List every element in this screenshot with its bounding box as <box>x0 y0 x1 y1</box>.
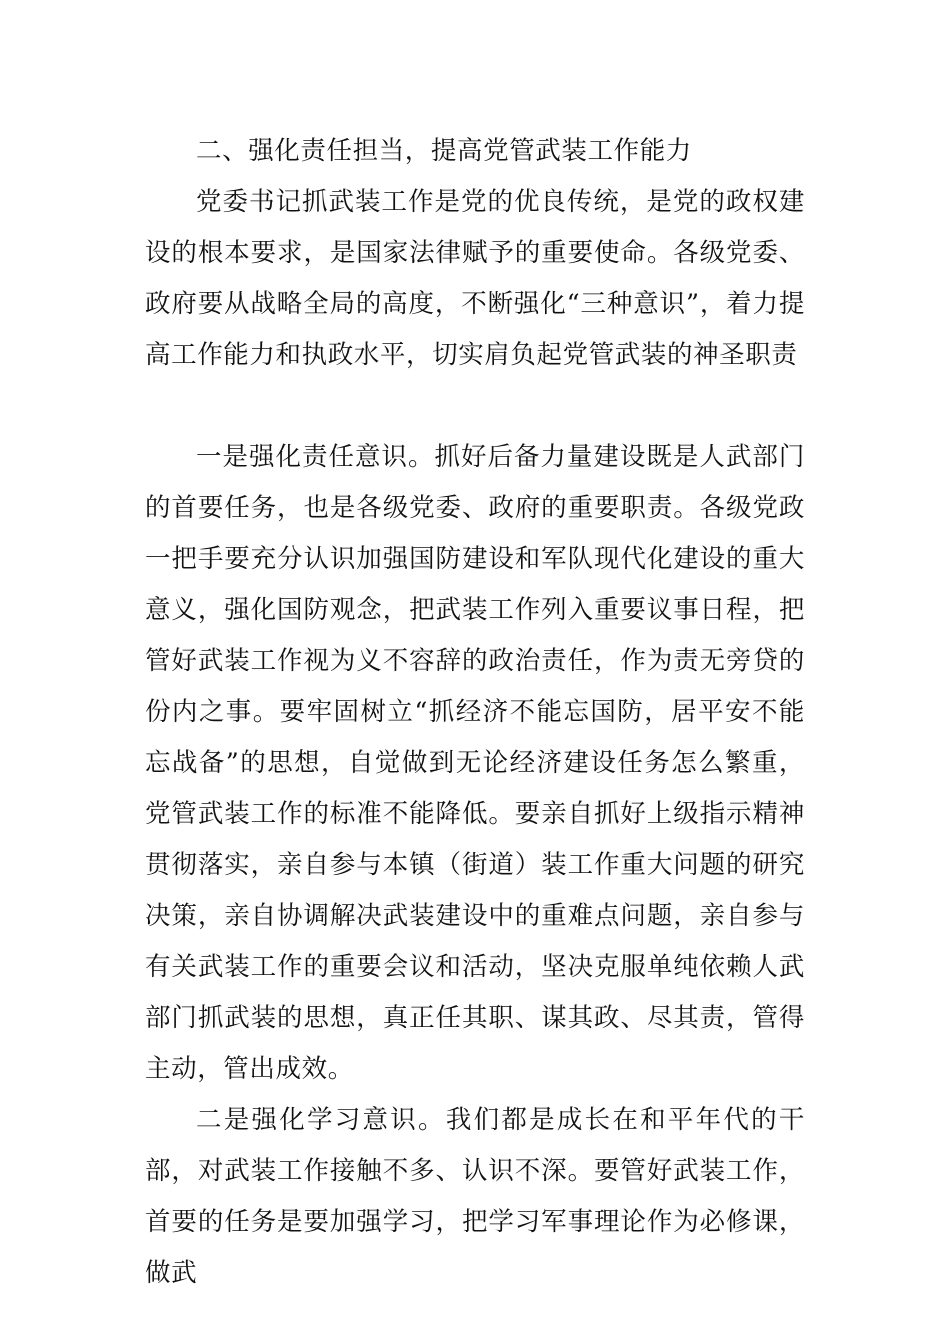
section-heading: 二、强化责任担当，提高党管武装工作能力 <box>196 136 692 166</box>
section-heading-block <box>145 126 805 177</box>
responsibility-paragraph: 一是强化责任意识。抓好后备力量建设既是人武部门的首要任务，也是各级党委、政府的重要职责。各级党政一把手要充分认识加强国防建设和军队现代化建设的重大意义，强化国防观念，把武装工作列入重要议事日程，把管好武装工作视为义不容辞的政治责任，作为责无旁贷的份内之事。要牢固树立“抓经济不能忘国防，居平安不能忘战备”的思想，自觉做到无论经济建设任务怎么繁重，党管武装工作的标准不能降低。要亲自抓好上级指示精神贯彻落实，亲自参与本镇（街道）装工作重大问题的研究决策，亲自协调解决武装建设中的重难点问题，亲自参与有关武装工作的重要会议和活动，坚决克服单纯依赖人武部门抓武装的思想，真正任其职、谋其政、尽其责，管得主动，管出成效。 <box>145 442 805 1084</box>
body-block <box>145 432 805 1299</box>
learning-paragraph: 二是强化学习意识。我们都是成长在和平年代的干部，对武装工作接触不多、认识不深。要管好武装工作，首要的任务是要加强学习，把学习军事理论作为必修课，做武 <box>145 1105 805 1288</box>
intro-block <box>145 177 805 381</box>
intro-paragraph: 党委书记抓武装工作是党的优良传统，是党的政权建设的根本要求，是国家法律赋予的重要使命。各级党委、政府要从战略全局的高度，不断强化“三种意识”，着力提高工作能力和执政水平，切实肩负起党管武装的神圣职责 <box>145 187 805 370</box>
